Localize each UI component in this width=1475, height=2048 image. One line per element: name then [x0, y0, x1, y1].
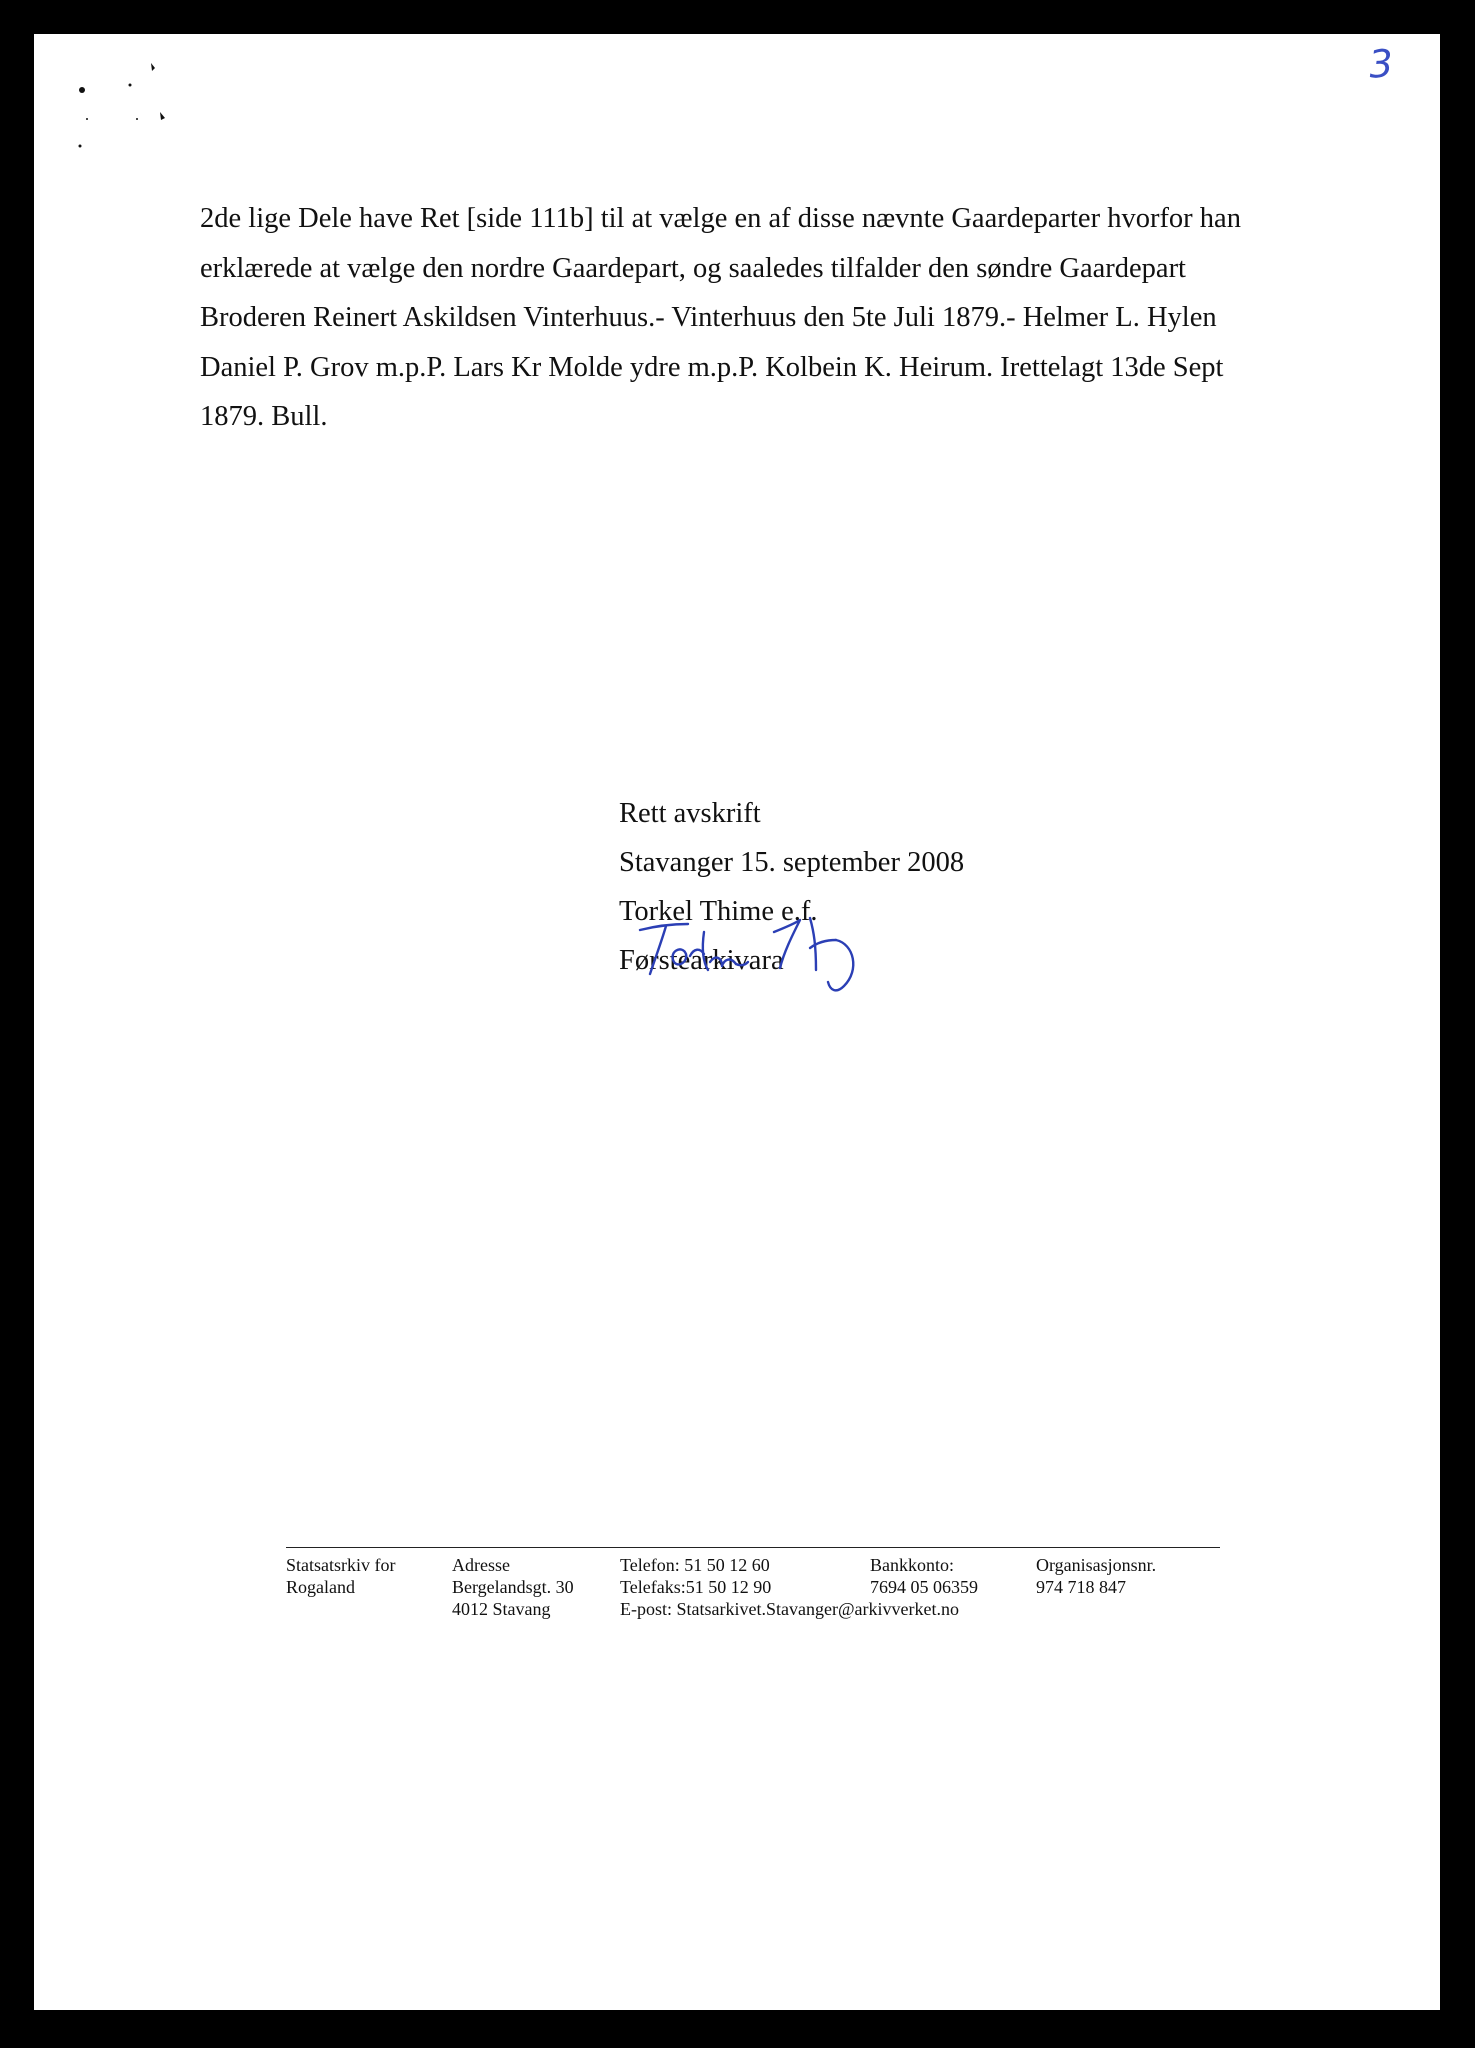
body-line: 1879. Bull. [200, 401, 328, 432]
footer-line: 4012 Stavang [452, 1599, 551, 1619]
attestation-heading: Rett avskrift [619, 798, 761, 829]
speck [151, 63, 155, 71]
speck [86, 118, 88, 120]
attestation-place-date: Stavanger 15. september 2008 [619, 847, 965, 878]
signer-name: Torkel Thime e.f. [619, 896, 818, 927]
footer-line: Adresse [452, 1555, 510, 1575]
footer-org-number [1036, 1554, 1156, 1598]
body-line: Broderen Reinert Askildsen Vinterhuus.- Vinterhuus den 5te Juli 1879.- Helmer L. Hylen [200, 302, 1217, 333]
footer-line: Telefon: 51 50 12 60 [620, 1555, 770, 1575]
speck [79, 87, 85, 93]
attestation-block [619, 789, 1119, 985]
document-page [34, 34, 1440, 2010]
body-line: erklærede at vælge den nordre Gaardepart, og saaledes tilfalder den søndre Gaardepart [200, 252, 1186, 284]
speck [136, 118, 138, 120]
footer-contact [286, 1547, 1220, 1619]
footer-bank [870, 1554, 978, 1598]
body-line: 2de lige Dele have Ret [side 111b] til at vælge en af disse nævnte Gaardeparter hvorfor han [200, 203, 1241, 234]
page-number: 3 [1367, 41, 1395, 87]
footer-line: Bankkonto: [870, 1555, 954, 1575]
speck [160, 112, 165, 120]
footer-line: Rogaland [286, 1577, 355, 1597]
scan-specks [34, 34, 234, 194]
transcription-body [200, 194, 1310, 442]
body-line: Daniel P. Grov m.p.P. Lars Kr Molde ydre m.p.P. Kolbein K. Heirum. Irettelagt 13de Sept [200, 351, 1224, 383]
signer-title: Førstearkivara [619, 945, 784, 976]
footer-line: 7694 05 06359 [870, 1577, 978, 1597]
footer-line: Statsatsrkiv for [286, 1555, 396, 1575]
footer-address [452, 1554, 574, 1620]
footer-institution [286, 1554, 396, 1598]
speck [129, 84, 132, 87]
speck [79, 145, 82, 148]
footer-email[interactable]: E-post: Statsarkivet.Stavanger@arkivverket.no [620, 1599, 959, 1619]
footer-line: Bergelandsgt. 30 [452, 1577, 574, 1597]
footer-line: Organisasjonsnr. [1036, 1555, 1157, 1575]
footer-line: Telefaks:51 50 12 90 [620, 1577, 772, 1597]
footer-line: 974 718 847 [1036, 1577, 1126, 1597]
